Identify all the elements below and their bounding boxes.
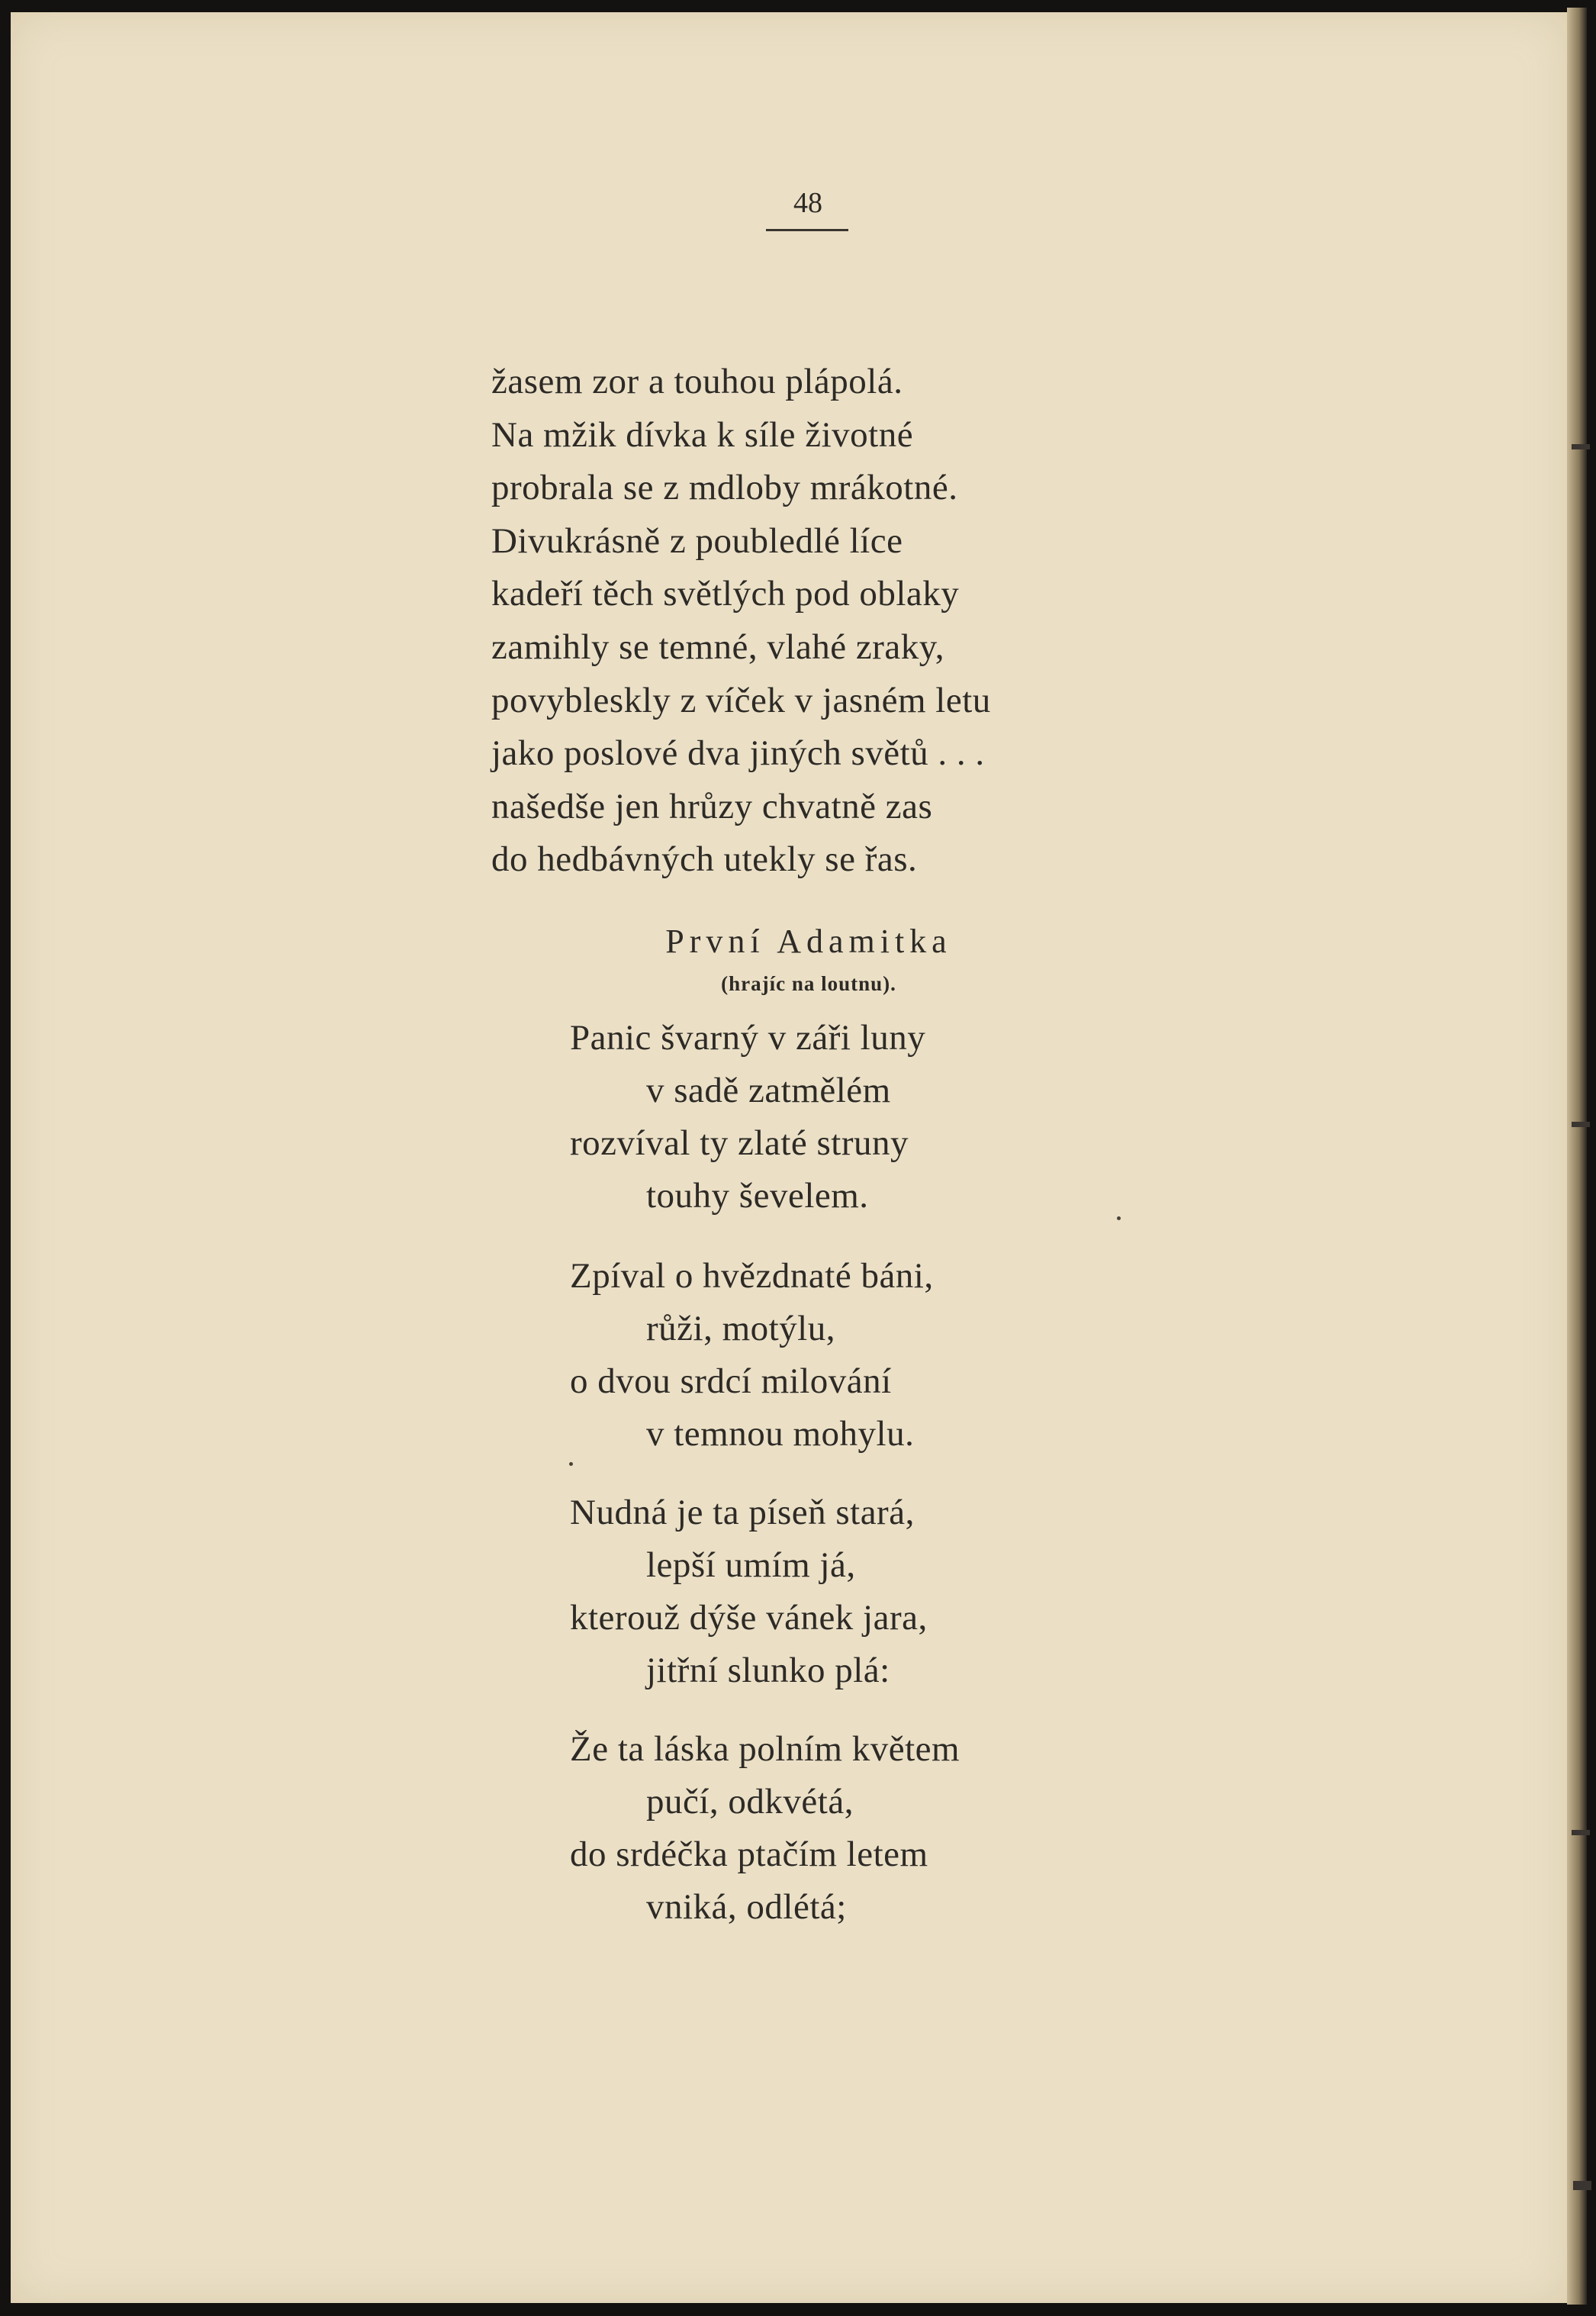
verse-line: Na mžik dívka k síle životné — [491, 414, 914, 455]
verse-line: zamihly se temné, vlahé zraky, — [491, 627, 944, 667]
stanza-line: Že ta láska polním květem — [570, 1729, 960, 1769]
page-number-rule — [766, 229, 848, 231]
stanza-line: o dvou srdcí milování — [570, 1361, 892, 1401]
verse-line: jako poslové dva jiných světů . . . — [491, 733, 985, 774]
stanza-line: kterouž dýše vánek jara, — [570, 1598, 928, 1638]
page-edge — [1567, 8, 1587, 2305]
page-number: 48 — [793, 187, 822, 219]
song-stanza-1 — [570, 1012, 925, 1222]
verse-line: žasem zor a touhou plápolá. — [491, 362, 903, 401]
song-stanza-2 — [570, 1250, 934, 1461]
verse-line: povybleskly z víček v jasném letu — [491, 680, 991, 720]
verse-line: do hedbávných utekly se řas. — [491, 839, 918, 880]
ink-speck — [1117, 1216, 1121, 1220]
stage-direction: (hrajíc na loutnu). — [721, 972, 896, 995]
stanza-line: růži, motýlu, — [646, 1309, 835, 1348]
edge-mark — [1572, 1830, 1590, 1835]
book-page — [11, 12, 1567, 2303]
verse-line: našedše jen hrůzy chvatně zas — [491, 786, 933, 826]
song-stanza-4 — [570, 1723, 960, 1934]
stanza-line: rozvíval ty zlaté struny — [570, 1123, 909, 1163]
speaker-heading: První Adamitka — [665, 923, 952, 960]
ink-speck — [569, 1462, 573, 1466]
narrative-verse — [491, 356, 991, 887]
stanza-line: Nudná je ta píseň stará, — [570, 1493, 915, 1532]
stanza-line: touhy ševelem. — [646, 1176, 869, 1216]
stanza-line: do srdéčka ptačím letem — [570, 1834, 928, 1874]
edge-mark — [1572, 1122, 1590, 1127]
stanza-line: v temnou mohylu. — [646, 1414, 915, 1454]
stanza-line: vniká, odlétá; — [646, 1887, 847, 1927]
stanza-line: lepší umím já, — [646, 1545, 856, 1585]
verse-line: probrala se z mdloby mrákotné. — [491, 468, 958, 508]
stanza-line: v sadě zatmělém — [646, 1071, 891, 1110]
stanza-line: Zpíval o hvězdnaté báni, — [570, 1256, 934, 1296]
verse-line: Divukrásně z poubledlé líce — [491, 520, 903, 561]
stanza-line: Panic švarný v záři luny — [570, 1018, 926, 1058]
edge-mark — [1572, 444, 1590, 449]
verse-line: kadeří těch světlých pod oblaky — [491, 574, 960, 614]
stanza-line: pučí, odkvétá, — [646, 1782, 854, 1822]
edge-mark — [1573, 2181, 1591, 2190]
stanza-line: jitřní slunko plá: — [646, 1651, 890, 1690]
song-stanza-3 — [570, 1487, 928, 1697]
